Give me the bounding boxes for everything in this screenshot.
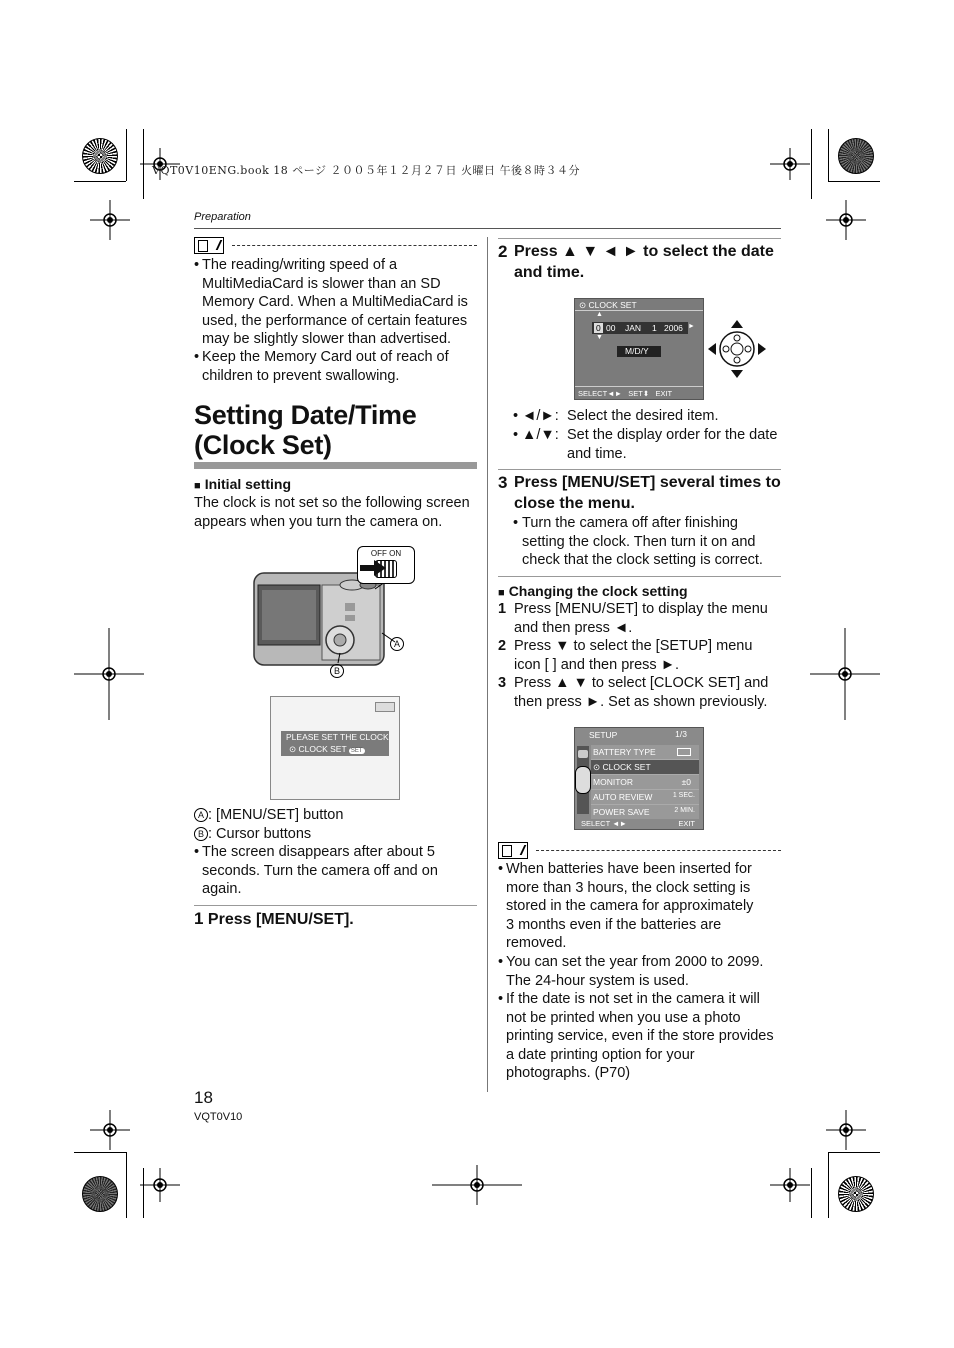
initial-lcd-screen [270, 696, 400, 800]
changing-step: 2 Press ▼ to select the [SETUP] menu icon [ ] and then press ►. [498, 638, 753, 673]
menu-tab-strip [577, 746, 589, 814]
changing-step: 1 Press [MENU/SET] to display the menu and then press ◄. [498, 601, 768, 636]
note-bullet: • The reading/writing speed of a MultiMediaCard is slower than an SD Memory Card. When a MultiMediaCard is used, the performance of certain features may be slightly slower than advertised. [194, 257, 468, 347]
setup-row: MONITOR ±0 [591, 775, 699, 790]
crosshair-icon [810, 628, 880, 720]
section-label: Preparation [194, 211, 251, 223]
registration-rosette-icon [838, 138, 874, 174]
initial-setting-heading: ■ Initial setting [194, 476, 292, 492]
changing-heading: ■ Changing the clock setting [498, 583, 688, 599]
header-rule [194, 228, 781, 229]
date-field-row [592, 322, 688, 334]
setup-page-indicator: 1/3 [675, 729, 687, 739]
doc-code: VQT0V10 [194, 1111, 243, 1123]
hour-field: 0 [596, 323, 601, 333]
setup-menu-screen [574, 727, 704, 830]
note-divider [536, 850, 781, 851]
page-number: 18 [194, 1088, 213, 1107]
right-arrow-icon: ► [688, 323, 695, 330]
step-rule [498, 238, 781, 239]
legend-a: A : [MENU/SET] button [194, 806, 343, 825]
step-2: 2 Press ▲ ▼ ◄ ► to select the date and time. [498, 242, 774, 281]
legend-bullet: • The screen disappears after about 5 seconds. Turn the camera off and on again. [194, 844, 438, 897]
crosshair-icon [90, 1110, 130, 1150]
setup-footer-exit: EXIT [678, 819, 695, 828]
note-icon [498, 842, 528, 859]
minute-field: 00 [606, 323, 616, 333]
camera-tab-icon [578, 750, 588, 758]
step3-bullet: • Turn the camera off after finishing setting the clock. Then turn it on and check that the clock setting is correct. [513, 515, 763, 568]
setup-row-selected: ⊙ CLOCK SET [591, 760, 699, 775]
clock-message-box [281, 731, 389, 756]
registration-rosette-icon [82, 1176, 118, 1212]
title-line: (Clock Set) [194, 430, 332, 460]
crosshair-icon [826, 200, 866, 240]
crosshair-icon [140, 1168, 180, 1202]
section-rule [498, 576, 781, 577]
clock-footer: SELECT◄► SET⬍ EXIT [578, 389, 673, 398]
note-divider [232, 245, 477, 246]
step-rule [194, 905, 477, 906]
step-rule [498, 469, 781, 470]
lcd-message-line: PLEASE SET THE CLOCK [286, 732, 389, 742]
note-bullet: • Keep the Memory Card out of reach of children to prevent swallowing. [194, 349, 449, 384]
day-field: 1 [652, 323, 657, 333]
battery-icon [677, 748, 691, 756]
crosshair-icon [74, 628, 144, 720]
battery-icon [375, 702, 395, 712]
switch-label: OFF ON [370, 549, 402, 558]
step-3: 3 Press [MENU/SET] several times to close the menu. [498, 473, 781, 512]
note-bullet: • When batteries have been inserted for more than 3 hours, the clock setting is stored in the camera for approximately 3 months even if the batteries are removed. [498, 861, 754, 951]
print-file-header: VQT0V10ENG.book 18 ページ ２００５年１２月２７日 火曜日 午後８時３４分 [152, 164, 580, 177]
crosshair-icon [432, 1165, 522, 1205]
clock-set-screen [574, 298, 704, 400]
step2-bullet: • ▲/▼: Set the display order for the date and time. [513, 427, 778, 462]
crosshair-icon [770, 1168, 810, 1202]
crosshair-icon [826, 1110, 866, 1150]
lcd-message-line: ⊙ CLOCK SET SET [289, 744, 363, 754]
title-line: Setting Date/Time [194, 400, 417, 430]
callout-b: B [330, 662, 344, 680]
clock-set-title: ⊙ CLOCK SET [579, 300, 637, 310]
month-field: JAN [625, 323, 642, 333]
registration-rosette-icon [82, 138, 118, 174]
date-order-field: M/D/Y [617, 346, 661, 357]
title-underline [194, 462, 477, 469]
arrow-right-icon [360, 560, 386, 576]
setup-title: SETUP [589, 730, 618, 740]
note-icon [194, 237, 224, 254]
setup-tab-icon [575, 766, 591, 794]
legend-b: B : Cursor buttons [194, 825, 311, 844]
registration-rosette-icon [838, 1176, 874, 1212]
note-bullet: • If the date is not set in the camera it will not be printed when you use a photo printing service, even if the store provides a date printing option for your photographs. (P70) [498, 991, 774, 1081]
up-arrow-icon: ▲ [596, 311, 603, 318]
down-arrow-icon: ▼ [596, 334, 603, 341]
callout-a: A [390, 635, 404, 653]
setup-row: POWER SAVE 2 MIN. [591, 805, 699, 819]
note-bullet: • You can set the year from 2000 to 2099. The 24-hour system is used. [498, 954, 764, 989]
cursor-pad-icon [706, 318, 768, 380]
step-1: 1 Press [MENU/SET]. [194, 909, 354, 928]
setup-row: BATTERY TYPE [591, 745, 699, 760]
column-divider [487, 237, 488, 1092]
changing-step: 3 Press ▲ ▼ to select [CLOCK SET] and then press ►. Set as shown previously. [498, 675, 769, 710]
setup-row: AUTO REVIEW 1 SEC. [591, 790, 699, 805]
crosshair-icon [90, 200, 130, 240]
year-field: 2006 [664, 323, 683, 333]
crosshair-icon [770, 148, 810, 180]
page-title [194, 400, 416, 460]
step2-bullet: • ◄/►: Select the desired item. [513, 408, 719, 424]
initial-setting-text: The clock is not set so the following screen appears when you turn the camera on. [194, 495, 470, 530]
setup-footer-select: SELECT ◄► [581, 819, 627, 828]
